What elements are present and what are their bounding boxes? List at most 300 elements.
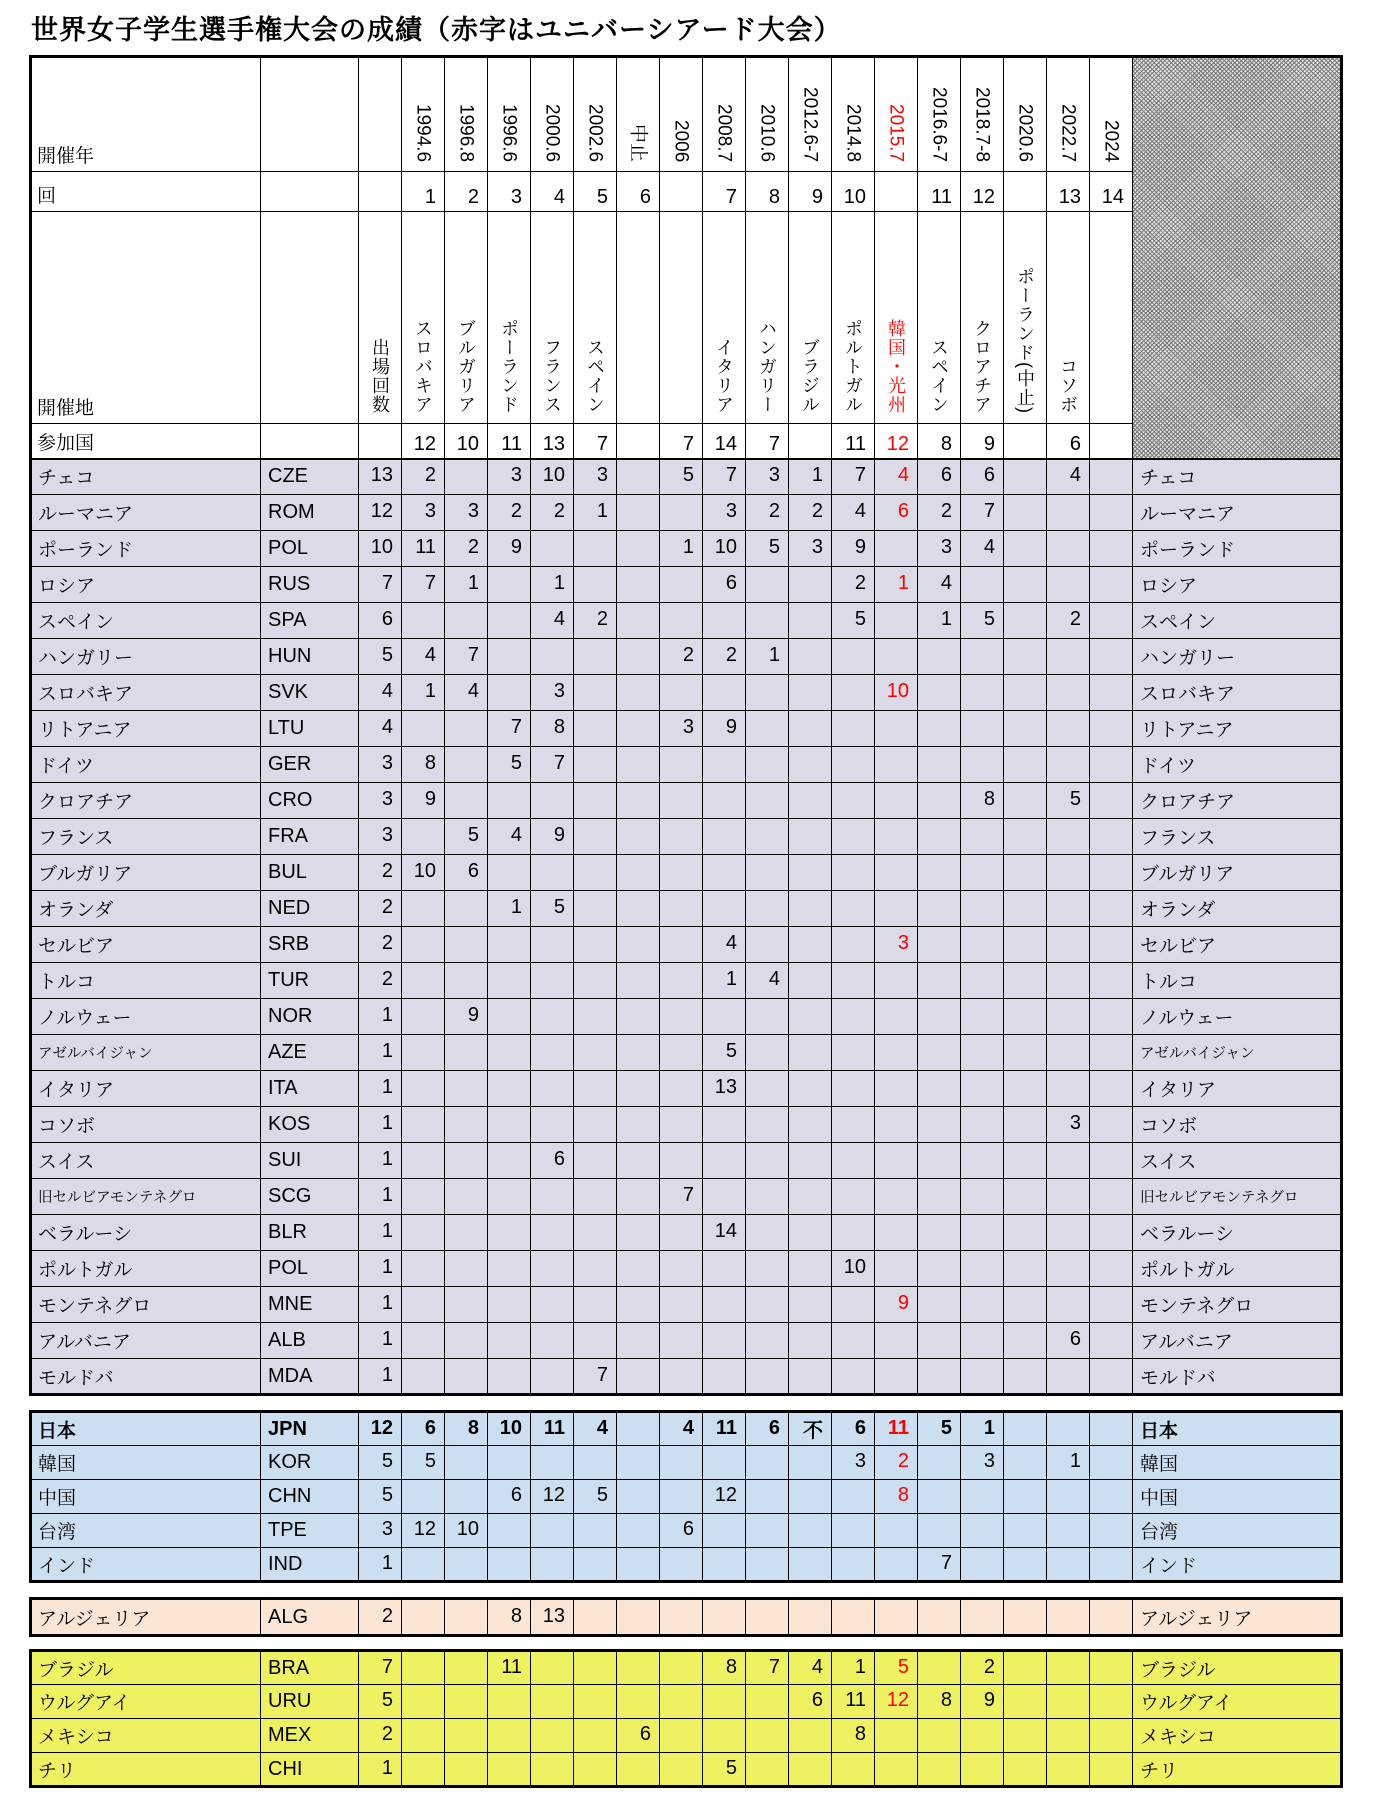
result-cell: 6: [531, 1143, 574, 1179]
result-cell: [832, 1548, 875, 1582]
result-cell: [1004, 639, 1047, 675]
result-cell: [961, 1599, 1004, 1636]
country-code: CHN: [261, 1480, 359, 1514]
round-cell: 4: [531, 172, 574, 212]
result-cell: 10: [703, 531, 746, 567]
country-name: ポルトガル: [31, 1251, 261, 1287]
country-name-right: コソボ: [1133, 1107, 1342, 1143]
country-name-right: チリ: [1133, 1753, 1342, 1787]
result-cell: 2: [961, 1651, 1004, 1685]
appearances-value: 1: [359, 1287, 402, 1323]
country-name: チェコ: [31, 459, 261, 495]
result-cell: 1: [918, 603, 961, 639]
result-cell: 7: [445, 639, 488, 675]
result-cell: [660, 1480, 703, 1514]
round-cell: 8: [746, 172, 789, 212]
country-name-right: ノルウェー: [1133, 999, 1342, 1035]
country-row-nor: [31, 999, 1342, 1035]
result-cell: [746, 999, 789, 1035]
result-cell: [1090, 1719, 1133, 1753]
result-cell: [574, 891, 617, 927]
result-cell: [832, 999, 875, 1035]
result-cell: 6: [617, 1719, 660, 1753]
country-code: ALG: [261, 1599, 359, 1636]
country-row-pol: [31, 1251, 1342, 1287]
result-cell: 11: [402, 531, 445, 567]
result-cell: [617, 459, 660, 495]
venue-cell: [1004, 212, 1047, 424]
result-cell: [660, 963, 703, 999]
country-code: KOS: [261, 1107, 359, 1143]
round-cell: 2: [445, 172, 488, 212]
result-cell: [918, 927, 961, 963]
result-cell: [961, 1359, 1004, 1395]
result-cell: [574, 1719, 617, 1753]
result-cell: [488, 1359, 531, 1395]
result-cell: [445, 963, 488, 999]
result-cell: [918, 1071, 961, 1107]
country-row-tpe: [31, 1514, 1342, 1548]
asia-section: [29, 1410, 1343, 1583]
venue-label: ブルガリア: [456, 319, 476, 414]
result-cell: [660, 1071, 703, 1107]
participants-cell: 7: [660, 424, 703, 459]
result-cell: [488, 963, 531, 999]
result-cell: [402, 1143, 445, 1179]
appearances-value: 2: [359, 855, 402, 891]
result-cell: [488, 1323, 531, 1359]
result-cell: [1090, 1412, 1133, 1446]
country-code: NOR: [261, 999, 359, 1035]
country-code: LTU: [261, 711, 359, 747]
result-cell: [488, 999, 531, 1035]
result-cell: [488, 1179, 531, 1215]
round-row-header: 回: [31, 172, 261, 212]
result-cell: 5: [1047, 783, 1090, 819]
venue-label: イタリア: [714, 338, 734, 414]
result-cell: [617, 999, 660, 1035]
result-cell: [875, 783, 918, 819]
result-cell: [832, 1179, 875, 1215]
result-cell: [531, 1323, 574, 1359]
result-cell: 13: [703, 1071, 746, 1107]
result-cell: [918, 1035, 961, 1071]
result-cell: [1047, 1548, 1090, 1582]
result-cell: [918, 1514, 961, 1548]
result-cell: [1090, 531, 1133, 567]
country-code: ITA: [261, 1071, 359, 1107]
result-cell: [531, 1107, 574, 1143]
result-cell: [789, 1599, 832, 1636]
result-cell: [445, 1480, 488, 1514]
country-code: SUI: [261, 1143, 359, 1179]
country-row-tur: [31, 963, 1342, 999]
result-cell: 13: [531, 1599, 574, 1636]
result-cell: [832, 1359, 875, 1395]
country-name: ブルガリア: [31, 855, 261, 891]
result-cell: [918, 783, 961, 819]
result-cell: 1: [574, 495, 617, 531]
result-cell: [574, 1753, 617, 1787]
year-label: 2012.6-7: [799, 86, 821, 162]
result-cell: [918, 1480, 961, 1514]
result-cell: [488, 1215, 531, 1251]
country-code: BRA: [261, 1651, 359, 1685]
result-cell: [445, 459, 488, 495]
result-cell: [574, 711, 617, 747]
result-cell: [445, 1215, 488, 1251]
year-cell: [531, 57, 574, 172]
result-cell: 3: [961, 1446, 1004, 1480]
result-cell: [746, 819, 789, 855]
result-cell: [1047, 567, 1090, 603]
result-cell: 2: [746, 495, 789, 531]
hatched-corner-cell: [1133, 57, 1342, 459]
result-cell: [961, 999, 1004, 1035]
venue-row-header: 開催地: [31, 212, 261, 424]
result-cell: 5: [488, 747, 531, 783]
result-cell: [875, 747, 918, 783]
appearances-value: 1: [359, 999, 402, 1035]
result-cell: [1047, 963, 1090, 999]
result-cell: [445, 1035, 488, 1071]
result-cell: [875, 963, 918, 999]
result-cell: [1047, 855, 1090, 891]
result-cell: [1047, 1412, 1090, 1446]
result-cell: [961, 963, 1004, 999]
appearances-value: 12: [359, 1412, 402, 1446]
result-cell: [1090, 1107, 1133, 1143]
result-cell: 5: [703, 1035, 746, 1071]
result-cell: 4: [703, 927, 746, 963]
result-cell: [1047, 495, 1090, 531]
country-name-right: ポーランド: [1133, 531, 1342, 567]
result-cell: 3: [832, 1446, 875, 1480]
year-cell: [488, 57, 531, 172]
result-cell: [961, 567, 1004, 603]
result-cell: [488, 1514, 531, 1548]
result-cell: [574, 1514, 617, 1548]
result-cell: [961, 1480, 1004, 1514]
result-cell: [789, 927, 832, 963]
venue-label: コソボ: [1058, 357, 1078, 414]
result-cell: 2: [875, 1446, 918, 1480]
result-cell: [1004, 1599, 1047, 1636]
participants-cell: 12: [402, 424, 445, 459]
result-cell: [918, 1599, 961, 1636]
result-cell: [832, 1323, 875, 1359]
result-cell: 4: [531, 603, 574, 639]
result-cell: [445, 1446, 488, 1480]
venue-label: クロアチア: [972, 319, 992, 414]
result-cell: [1004, 1035, 1047, 1071]
result-cell: [703, 1323, 746, 1359]
result-cell: [660, 783, 703, 819]
result-cell: [789, 1035, 832, 1071]
result-cell: [402, 999, 445, 1035]
result-cell: [1004, 963, 1047, 999]
appearances-value: 7: [359, 1651, 402, 1685]
participants-row-header: 参加国: [31, 424, 261, 459]
country-row-chn: [31, 1480, 1342, 1514]
result-cell: [918, 1143, 961, 1179]
result-cell: 3: [875, 927, 918, 963]
result-cell: [832, 891, 875, 927]
country-name-right: インド: [1133, 1548, 1342, 1582]
participants-cell: [1004, 424, 1047, 459]
result-cell: [617, 855, 660, 891]
result-cell: [918, 1446, 961, 1480]
result-cell: [617, 1287, 660, 1323]
result-cell: 5: [746, 531, 789, 567]
result-cell: [531, 639, 574, 675]
result-cell: [1090, 747, 1133, 783]
result-cell: [1004, 1071, 1047, 1107]
venue-cell: [660, 212, 703, 424]
result-cell: [488, 1071, 531, 1107]
country-name: アルジェリア: [31, 1599, 261, 1636]
result-cell: [402, 819, 445, 855]
result-cell: 6: [875, 495, 918, 531]
country-name: オランダ: [31, 891, 261, 927]
result-cell: 4: [402, 639, 445, 675]
result-cell: 8: [875, 1480, 918, 1514]
result-cell: [1090, 783, 1133, 819]
result-cell: [961, 1035, 1004, 1071]
header-spacer: [359, 57, 402, 172]
result-cell: 9: [445, 999, 488, 1035]
result-cell: [402, 1548, 445, 1582]
result-cell: [961, 1251, 1004, 1287]
result-cell: [617, 567, 660, 603]
result-cell: [488, 603, 531, 639]
round-cell: [1004, 172, 1047, 212]
country-row-kos: [31, 1107, 1342, 1143]
result-cell: [1004, 603, 1047, 639]
country-name-right: スイス: [1133, 1143, 1342, 1179]
year-cell: [703, 57, 746, 172]
country-name: ロシア: [31, 567, 261, 603]
result-cell: [1004, 999, 1047, 1035]
appearances-value: 3: [359, 1514, 402, 1548]
result-cell: [1047, 927, 1090, 963]
result-cell: [617, 1480, 660, 1514]
result-cell: 7: [402, 567, 445, 603]
result-cell: 2: [660, 639, 703, 675]
country-name: チリ: [31, 1753, 261, 1787]
country-row-fra: [31, 819, 1342, 855]
country-code: SRB: [261, 927, 359, 963]
result-cell: [445, 1719, 488, 1753]
appearances-value: 1: [359, 1753, 402, 1787]
country-name: ルーマニア: [31, 495, 261, 531]
result-cell: [402, 603, 445, 639]
appearances-value: 2: [359, 891, 402, 927]
country-name: スイス: [31, 1143, 261, 1179]
result-cell: [574, 747, 617, 783]
result-cell: [1047, 1719, 1090, 1753]
venue-label: 韓国・光州: [886, 319, 906, 414]
result-cell: [961, 1143, 1004, 1179]
result-cell: [660, 1685, 703, 1719]
result-cell: [574, 1107, 617, 1143]
result-cell: [531, 1179, 574, 1215]
result-cell: [1004, 1323, 1047, 1359]
result-cell: [488, 783, 531, 819]
year-label: 2016.6-7: [928, 86, 950, 162]
result-cell: [574, 963, 617, 999]
country-name-right: ハンガリー: [1133, 639, 1342, 675]
result-cell: [746, 1548, 789, 1582]
result-cell: [961, 1719, 1004, 1753]
result-cell: 5: [574, 1480, 617, 1514]
result-cell: [445, 1548, 488, 1582]
result-cell: [445, 783, 488, 819]
result-cell: [1090, 1651, 1133, 1685]
country-name-right: イタリア: [1133, 1071, 1342, 1107]
result-cell: [1047, 1143, 1090, 1179]
result-cell: [488, 1287, 531, 1323]
round-cell: [875, 172, 918, 212]
year-cell: [918, 57, 961, 172]
year-label: 2010.6: [756, 103, 778, 162]
result-cell: 5: [703, 1753, 746, 1787]
country-name-right: メキシコ: [1133, 1719, 1342, 1753]
result-cell: [789, 783, 832, 819]
result-cell: [617, 1651, 660, 1685]
appearances-value: 4: [359, 675, 402, 711]
country-name-right: フランス: [1133, 819, 1342, 855]
result-cell: [1047, 1514, 1090, 1548]
appearances-value: 1: [359, 1071, 402, 1107]
result-cell: [617, 927, 660, 963]
result-cell: [1004, 1215, 1047, 1251]
result-cell: [488, 1719, 531, 1753]
result-cell: [531, 1548, 574, 1582]
result-cell: 9: [875, 1287, 918, 1323]
result-cell: [488, 1446, 531, 1480]
result-cell: 2: [703, 639, 746, 675]
round-cell: 1: [402, 172, 445, 212]
result-cell: [402, 1719, 445, 1753]
result-cell: [746, 1719, 789, 1753]
venue-cell: [746, 212, 789, 424]
result-cell: [660, 1287, 703, 1323]
country-code: KOR: [261, 1446, 359, 1480]
result-cell: 6: [402, 1412, 445, 1446]
result-cell: [961, 639, 1004, 675]
result-cell: [832, 1287, 875, 1323]
result-cell: [789, 747, 832, 783]
result-cell: 8: [961, 783, 1004, 819]
result-cell: [746, 1514, 789, 1548]
year-label: 2008.7: [713, 103, 735, 162]
result-cell: [789, 1480, 832, 1514]
result-cell: 10: [875, 675, 918, 711]
result-cell: [488, 1107, 531, 1143]
result-cell: [961, 1179, 1004, 1215]
appearances-value: 5: [359, 1685, 402, 1719]
participants-cell: 11: [488, 424, 531, 459]
year-label: 1994.6: [412, 103, 434, 162]
year-label: 2014.8: [842, 103, 864, 162]
result-cell: [961, 711, 1004, 747]
result-cell: 3: [660, 711, 703, 747]
result-cell: [918, 1359, 961, 1395]
result-cell: 4: [832, 495, 875, 531]
result-cell: [875, 1753, 918, 1787]
country-name-right: ベラルーシ: [1133, 1215, 1342, 1251]
result-cell: [961, 855, 1004, 891]
result-cell: [660, 1359, 703, 1395]
result-cell: [574, 639, 617, 675]
result-cell: [574, 1599, 617, 1636]
result-cell: [617, 1599, 660, 1636]
result-cell: 4: [875, 459, 918, 495]
result-cell: [703, 675, 746, 711]
result-cell: [1047, 711, 1090, 747]
result-cell: 5: [531, 891, 574, 927]
country-name-right: アゼルバイジャン: [1133, 1035, 1342, 1071]
appearances-value: 5: [359, 639, 402, 675]
result-cell: [746, 1359, 789, 1395]
result-cell: [961, 927, 1004, 963]
participants-cell: [1090, 424, 1133, 459]
result-cell: [445, 711, 488, 747]
result-cell: 8: [531, 711, 574, 747]
result-cell: [746, 1685, 789, 1719]
result-cell: [488, 1035, 531, 1071]
result-cell: [531, 1685, 574, 1719]
country-code: MNE: [261, 1287, 359, 1323]
result-cell: 1: [1047, 1446, 1090, 1480]
result-cell: [531, 1215, 574, 1251]
result-cell: [961, 675, 1004, 711]
result-cell: [531, 1251, 574, 1287]
result-cell: [1047, 747, 1090, 783]
result-cell: [660, 1446, 703, 1480]
venue-label: フランス: [542, 338, 562, 414]
result-cell: [875, 531, 918, 567]
country-name-right: ブラジル: [1133, 1651, 1342, 1685]
result-cell: [789, 999, 832, 1035]
result-cell: [961, 1107, 1004, 1143]
appearances-value: 1: [359, 1143, 402, 1179]
country-row-mex: [31, 1719, 1342, 1753]
result-cell: [789, 1753, 832, 1787]
result-cell: [703, 1446, 746, 1480]
result-cell: [1047, 1035, 1090, 1071]
country-name: 台湾: [31, 1514, 261, 1548]
result-cell: [402, 891, 445, 927]
year-row-header: 開催年: [31, 57, 261, 172]
result-cell: [832, 1215, 875, 1251]
result-cell: 2: [574, 603, 617, 639]
result-cell: [746, 1107, 789, 1143]
result-cell: [789, 963, 832, 999]
country-name: 韓国: [31, 1446, 261, 1480]
country-row-scg: [31, 1179, 1342, 1215]
appearances-value: 3: [359, 783, 402, 819]
appearances-value: 12: [359, 495, 402, 531]
result-cell: [875, 855, 918, 891]
venue-cell: [488, 212, 531, 424]
result-cell: 1: [445, 567, 488, 603]
year-cell: [445, 57, 488, 172]
result-cell: [574, 1685, 617, 1719]
venue-cell: [445, 212, 488, 424]
result-cell: 3: [445, 495, 488, 531]
